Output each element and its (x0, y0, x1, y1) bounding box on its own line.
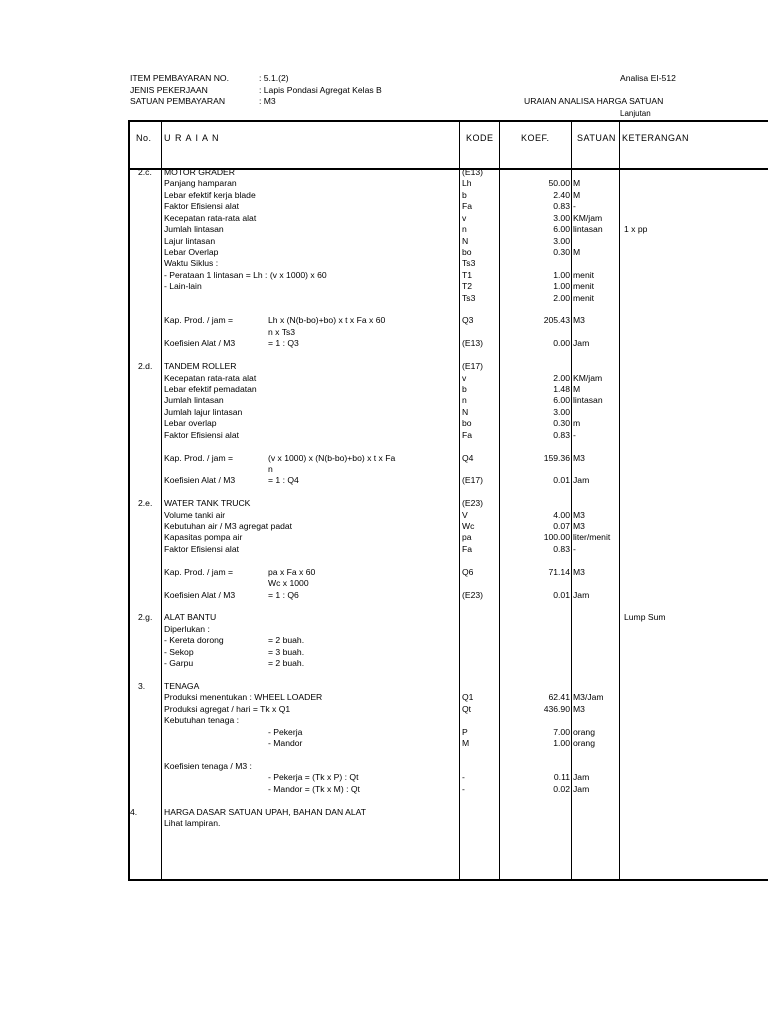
row-uraian: - Perataan 1 lintasan = Lh : (v x 1000) x 60 (164, 269, 327, 280)
row-formula: - Mandor = (Tk x M) : Qt (268, 783, 360, 794)
row-satuan: KM/jam (573, 212, 603, 223)
row-formula: = 1 : Q4 (268, 475, 299, 486)
row-koef: 0.83 (553, 543, 570, 554)
row-kode: - (462, 783, 465, 794)
row-koef: 0.01 (553, 589, 570, 600)
table-row (130, 681, 768, 692)
table-row (130, 361, 768, 372)
row-koef: 0.02 (553, 783, 570, 794)
row-satuan: liter/menit (573, 532, 611, 543)
table-row (130, 795, 768, 806)
row-uraian: Faktor Efisiensi alat (164, 201, 239, 212)
row-uraian: Kap. Prod. / jam = (164, 452, 234, 463)
table-row (130, 327, 768, 338)
table-row (130, 590, 768, 601)
row-number: 3. (138, 680, 146, 691)
table-row (130, 395, 768, 406)
table-row (130, 578, 768, 589)
table-row (130, 373, 768, 384)
row-uraian: Lebar efektif pemadatan (164, 383, 257, 394)
row-uraian: Kecepatan rata-rata alat (164, 372, 257, 383)
table-row (130, 213, 768, 224)
row-uraian: Kap. Prod. / jam = (164, 566, 234, 577)
row-uraian: Kapasitas pompa air (164, 532, 243, 543)
table-row (130, 247, 768, 258)
table-row (130, 350, 768, 361)
row-formula: - Mandor (268, 738, 303, 748)
row-uraian: TANDEM ROLLER (164, 361, 237, 372)
row-kode: N (462, 235, 469, 246)
row-satuan: - (573, 201, 576, 212)
table-row (130, 430, 768, 441)
table-row (130, 658, 768, 669)
table-row (130, 418, 768, 429)
row-koef: 6.00 (553, 224, 570, 235)
row-satuan: KM/jam (573, 372, 603, 383)
table-row (130, 258, 768, 269)
row-uraian: - Garpu (164, 658, 194, 669)
row-kode: bo (462, 418, 472, 429)
row-uraian: Kecepatan rata-rata alat (164, 212, 257, 223)
row-koef: 71.14 (548, 566, 570, 577)
table-row (130, 498, 768, 509)
row-kode: v (462, 212, 467, 223)
row-uraian: Waktu Siklus : (164, 258, 219, 269)
row-formula: Lh x (N(b-bo)+bo) x t x Fa x 60 (268, 315, 386, 326)
table-row (130, 293, 768, 304)
table-row (130, 544, 768, 555)
row-formula: - Pekerja (268, 726, 303, 737)
row-uraian: ALAT BANTU (164, 612, 217, 623)
satuan-pembayaran-label: SATUAN PEMBAYARAN (130, 96, 226, 106)
row-satuan: M3 (573, 509, 585, 520)
row-uraian: Diperlukan : (164, 623, 210, 634)
row-kode: (E13) (462, 338, 484, 349)
row-number: 2.e. (138, 498, 153, 509)
row-uraian: MOTOR GRADER (164, 167, 235, 177)
row-kode: (E17) (462, 361, 484, 372)
row-koef: 2.00 (553, 372, 570, 383)
row-koef: 0.83 (553, 429, 570, 440)
row-koef: 1.48 (553, 383, 570, 394)
row-koef: 3.00 (553, 406, 570, 417)
row-kode: T2 (462, 281, 473, 292)
row-koef: 1.00 (553, 269, 570, 280)
row-uraian: WATER TANK TRUCK (164, 498, 251, 509)
row-satuan: orang (573, 738, 595, 748)
row-satuan: - (573, 543, 576, 554)
table-row (130, 635, 768, 646)
row-koef: 100.00 (543, 532, 570, 543)
analysis-table (128, 120, 768, 881)
col-header-no: No. (136, 133, 152, 143)
table-row (130, 338, 768, 349)
row-koef: 3.00 (553, 212, 570, 223)
row-satuan: M (573, 383, 581, 394)
row-kode: Qt (462, 703, 472, 714)
row-koef: 50.00 (548, 178, 570, 189)
row-kode: P (462, 726, 468, 737)
row-kode: Ts3 (462, 258, 476, 269)
row-uraian: Koefisien Alat / M3 (164, 475, 236, 486)
row-uraian: - Sekop (164, 646, 194, 657)
item-pembayaran-label: ITEM PEMBAYARAN NO. (130, 73, 229, 83)
table-row (130, 487, 768, 498)
row-satuan: M3/Jam (573, 692, 604, 703)
row-koef: 159.36 (543, 452, 570, 463)
uraian-analisa-title: URAIAN ANALISA HARGA SATUAN (524, 96, 664, 106)
row-kode: n (462, 395, 467, 406)
row-uraian: Volume tanki air (164, 509, 226, 520)
row-satuan: menit (573, 269, 595, 280)
row-uraian: Koefisien Alat / M3 (164, 589, 236, 600)
row-kode: Fa (462, 543, 473, 554)
table-row (130, 190, 768, 201)
col-header-satuan: SATUAN (577, 133, 616, 143)
table-row (130, 178, 768, 189)
row-kode: (E17) (462, 475, 484, 486)
table-row (130, 784, 768, 795)
row-kode: (E13) (462, 167, 484, 177)
row-kode: (E23) (462, 589, 484, 600)
row-kode: b (462, 383, 467, 394)
row-number: 4. (130, 806, 138, 817)
row-satuan: m (573, 418, 581, 429)
row-kode: M (462, 738, 470, 748)
row-uraian: Kebutuhan air / M3 agregat padat (164, 521, 293, 532)
table-row (130, 532, 768, 543)
row-uraian: - Lain-lain (164, 281, 202, 292)
table-row (130, 738, 768, 749)
row-number: 2.d. (138, 361, 153, 372)
row-satuan: M3 (573, 703, 585, 714)
row-uraian: Koefisien Alat / M3 (164, 338, 236, 349)
row-kode: (E23) (462, 498, 484, 509)
row-uraian: Kap. Prod. / jam = (164, 315, 234, 326)
row-koef: 205.43 (543, 315, 570, 326)
row-uraian: Faktor Efisiensi alat (164, 543, 239, 554)
table-row (130, 692, 768, 703)
row-kode: Q6 (462, 566, 474, 577)
row-koef: 6.00 (553, 395, 570, 406)
row-kode: Fa (462, 201, 473, 212)
row-kode: N (462, 406, 469, 417)
row-satuan: M (573, 246, 581, 257)
col-header-keterangan: KETERANGAN (622, 133, 690, 143)
table-row (130, 510, 768, 521)
table-row (130, 669, 768, 680)
row-satuan: Jam (573, 475, 590, 486)
row-uraian: Koefisien tenaga / M3 : (164, 760, 252, 771)
row-koef: 0.30 (553, 418, 570, 429)
row-koef: 436.90 (543, 703, 570, 714)
row-koef: 3.00 (553, 235, 570, 246)
row-satuan: M3 (573, 315, 585, 326)
row-satuan: Jam (573, 783, 590, 794)
row-koef: 7.00 (553, 726, 570, 737)
row-kode: - (462, 772, 465, 783)
row-formula: n (268, 463, 273, 474)
table-row (130, 647, 768, 658)
row-kode: pa (462, 532, 472, 543)
row-satuan: Jam (573, 772, 590, 783)
row-uraian: Lebar overlap (164, 418, 217, 429)
col-header-koef: KOEF. (521, 133, 550, 143)
row-koef: 2.40 (553, 189, 570, 200)
row-koef: 2.00 (553, 292, 570, 303)
row-uraian: Lihat lampiran. (164, 817, 221, 828)
row-formula: = 2 buah. (268, 658, 305, 669)
row-koef: 0.07 (553, 521, 570, 532)
row-formula: = 1 : Q3 (268, 338, 299, 349)
row-uraian: Lebar Overlap (164, 246, 219, 257)
table-row (130, 807, 768, 818)
table-row (130, 270, 768, 281)
jenis-pekerjaan-label: JENIS PEKERJAAN (130, 84, 208, 95)
row-kode: Ts3 (462, 292, 476, 303)
row-kode: Q3 (462, 315, 474, 326)
row-formula: - Pekerja = (Tk x P) : Qt (268, 772, 359, 783)
table-row (130, 761, 768, 772)
table-row (130, 521, 768, 532)
table-row (130, 772, 768, 783)
row-number: 2.c. (138, 167, 152, 177)
lanjutan-label: Lanjutan (620, 109, 651, 118)
row-formula: Wc x 1000 (268, 578, 309, 589)
table-row (130, 612, 768, 623)
row-satuan: Jam (573, 338, 590, 349)
row-satuan: M (573, 189, 581, 200)
row-keterangan: 1 x pp (624, 224, 648, 235)
table-row (130, 315, 768, 326)
table-row (130, 224, 768, 235)
table-row (130, 304, 768, 315)
table-row (130, 236, 768, 247)
row-uraian: HARGA DASAR SATUAN UPAH, BAHAN DAN ALAT (164, 806, 366, 817)
table-row (130, 555, 768, 566)
table-row (130, 715, 768, 726)
jenis-pekerjaan-value: : Lapis Pondasi Agregat Kelas B (259, 84, 382, 95)
row-kode: Lh (462, 178, 472, 189)
row-kode: Wc (462, 521, 475, 532)
row-uraian: Panjang hamparan (164, 178, 237, 189)
row-number: 2.g. (138, 612, 153, 623)
table-row (130, 475, 768, 486)
row-uraian: Produksi agregat / hari = Tk x Q1 (164, 703, 291, 714)
row-kode: b (462, 189, 467, 200)
table-row (130, 453, 768, 464)
row-satuan: M3 (573, 521, 585, 532)
row-formula: = 3 buah. (268, 646, 305, 657)
row-kode: v (462, 372, 467, 383)
table-row (130, 624, 768, 635)
row-satuan: orang (573, 726, 595, 737)
table-row (130, 167, 768, 178)
row-satuan: lintasan (573, 224, 603, 235)
row-koef: 4.00 (553, 509, 570, 520)
row-formula: = 1 : Q6 (268, 589, 299, 600)
row-satuan: lintasan (573, 395, 603, 406)
row-kode: V (462, 509, 468, 520)
row-koef: 0.11 (553, 772, 570, 783)
row-formula: n x Ts3 (268, 326, 296, 337)
item-pembayaran-value: : 5.1.(2) (259, 73, 289, 83)
col-header-uraian: U R A I A N (164, 133, 220, 143)
table-row (130, 201, 768, 212)
table-row (130, 384, 768, 395)
row-uraian: TENAGA (164, 680, 200, 691)
table-row (130, 727, 768, 738)
row-uraian: Produksi menentukan : WHEEL LOADER (164, 692, 323, 703)
row-uraian: Lajur lintasan (164, 235, 216, 246)
table-row (130, 464, 768, 475)
col-header-kode: KODE (466, 133, 494, 143)
table-row (130, 749, 768, 760)
row-uraian: Jumlah lajur lintasan (164, 406, 243, 417)
row-satuan: M3 (573, 452, 585, 463)
satuan-pembayaran-value: : M3 (259, 96, 276, 106)
row-satuan: Jam (573, 589, 590, 600)
row-kode: T1 (462, 269, 473, 280)
row-uraian: Faktor Efisiensi alat (164, 429, 239, 440)
row-kode: Q1 (462, 692, 474, 703)
row-satuan: menit (573, 281, 595, 292)
row-koef: 0.30 (553, 246, 570, 257)
row-keterangan: Lump Sum (624, 612, 666, 623)
row-satuan: M (573, 178, 581, 189)
table-row (130, 567, 768, 578)
row-uraian: Kebutuhan tenaga : (164, 715, 240, 726)
table-row (130, 407, 768, 418)
row-satuan: menit (573, 292, 595, 303)
row-koef: 0.01 (553, 475, 570, 486)
row-uraian: - Kereta dorong (164, 635, 224, 646)
row-uraian: Jumlah lintasan (164, 224, 224, 235)
analisa-code: Analisa EI-512 (620, 73, 676, 83)
row-formula: (v x 1000) x (N(b-bo)+bo) x t x Fa (268, 452, 396, 463)
row-koef: 1.00 (553, 281, 570, 292)
row-satuan: M3 (573, 566, 585, 577)
row-koef: 0.00 (553, 338, 570, 349)
table-row (130, 281, 768, 292)
table-row (130, 704, 768, 715)
row-koef: 1.00 (553, 738, 570, 748)
row-koef: 0.83 (553, 201, 570, 212)
row-koef: 62.41 (548, 692, 570, 703)
row-satuan: - (573, 429, 576, 440)
row-kode: bo (462, 246, 472, 257)
row-formula: pa x Fa x 60 (268, 566, 316, 577)
row-uraian: Jumlah lintasan (164, 395, 224, 406)
row-uraian: Lebar efektif kerja blade (164, 189, 256, 200)
table-row (130, 441, 768, 452)
row-kode: Fa (462, 429, 473, 440)
row-kode: Q4 (462, 452, 474, 463)
row-kode: n (462, 224, 467, 235)
table-row (130, 601, 768, 612)
table-row (130, 818, 768, 829)
row-formula: = 2 buah. (268, 635, 305, 646)
